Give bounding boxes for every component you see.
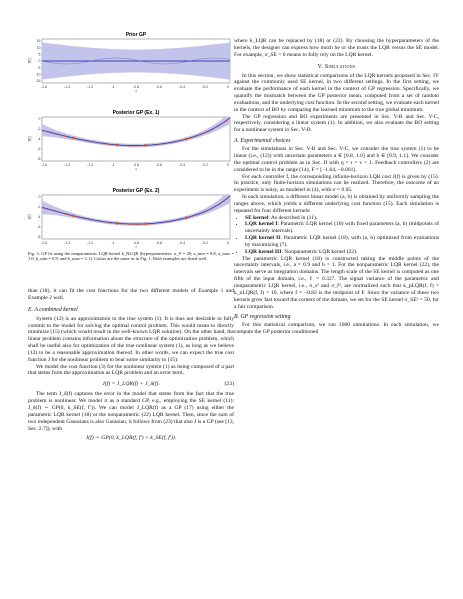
x-tick-label: -1.2 (86, 85, 94, 89)
x-tick-label: -0.4 (178, 241, 186, 245)
subsection-heading-e: E. A combined kernel (28, 306, 78, 313)
y-tick-label: -8 (37, 157, 41, 162)
y-tick-label: -2 (37, 205, 41, 210)
x-tick-label: -0.4 (178, 163, 186, 167)
x-tick-label: 0 (227, 163, 229, 167)
x-tick-label: -1.4 (63, 85, 71, 89)
x-tick-label: -0.4 (178, 85, 186, 89)
figure-3-caption: Fig. 3. GP fit using the nonparametric LQR kernel k_NLQR (hyperparameters: σ_f² = 20, a_min = 0.8, a_max = 1.0, b_min = 0.9, and b_max = 1.1). Colors are the same as in Fig. 1. Both examples are fitted well. (28, 251, 234, 262)
list-item: • SE kernel: As described in (11). (245, 215, 439, 222)
y-tick-label: 0 (38, 195, 41, 200)
y-tick-label: -2 (37, 127, 41, 132)
y-tick-label: -15 (35, 79, 41, 84)
y-tick-label: -4 (37, 215, 41, 220)
x-axis-label: f (135, 167, 137, 172)
evaluation-point (116, 222, 119, 225)
evaluation-point (144, 223, 147, 226)
right-column (234, 38, 439, 336)
y-tick-label: 0 (38, 117, 41, 122)
y-axis-label: J(f) (27, 214, 32, 220)
x-tick-label: -0.6 (155, 241, 163, 245)
evaluation-point (72, 214, 75, 217)
kernel-list (234, 215, 439, 256)
y-tick-label: 15 (36, 39, 41, 44)
figure-3-plots (28, 30, 234, 270)
paragraph: The parametric LQR kernel (18) is constructed taking the middle points of the uncertainty intervals, i.e., a = 0.9 and b = 1. For the nonparametric LQR kernel (22), the intervals serve as integration domains. The length scale of the SE kernel is computed as one fifth of the input domain, i.e., ℓ = 0.327. The signal variance of the parametric and nonparametric LQR kernel, i.e., σ_s² and σ_f², are normalized such that k_pLQR(f, f) = k_nLQR(f, f) = 10, where f = −0.82 is the midpoint of F. Since the variance of these two kernels grow fast toward the corners of the domain, we set for the SE kernel σ_SE² = 50, for a fair comparison. (234, 255, 439, 310)
figure-3 (28, 0, 234, 290)
paragraph: For the simulations in Sec. V-B and Sec. V-C, we consider the true system (1) to be linear (i.e., (12)) with uncertain parameters a ∈ [0.8, 1.0] and b ∈ [0.9, 1.1]. We consider the optimal control problem as in Sec. II with q = r = v = 1. Feedback controllers (2) are considered to be in the range (14), F = [−1.64, −0.001]. (234, 146, 439, 173)
x-tick-label: -1.4 (63, 241, 71, 245)
equation-23 (28, 381, 234, 387)
y-tick-label: -6 (37, 147, 41, 152)
evaluation-point (116, 144, 119, 147)
x-tick-label: -0.8 (132, 163, 140, 167)
list-item: • LQR kernel I: Parametric LQR kernel (18) with fixed parameters (a, b) (midpoints of uncertainty intervals). (245, 221, 439, 235)
y-tick-label: -10 (35, 72, 41, 77)
y-tick-label: -4 (37, 137, 41, 142)
subsection-heading-a: A. Experimental choices (234, 138, 291, 145)
x-tick-label: -1 (111, 241, 115, 245)
x-axis-label: f (135, 245, 137, 250)
plot-title: Posterior GP (Ex. 1) (112, 110, 160, 116)
x-tick-label: -1.2 (86, 241, 94, 245)
paragraph: where k_LQR can be replaced by (18) or (22). By choosing the hyperparameters of the kernels, the designer can express how much he or she trusts the LQR versus the SE model. For example, σ_SE = 0 means to fully rely on the LQR kernel. (234, 38, 439, 58)
plot-title: Posterior GP (Ex. 2) (112, 188, 160, 194)
x-tick-label: 0 (227, 85, 229, 89)
plot-title: Prior GP (125, 32, 147, 38)
y-tick-label: 5 (38, 52, 41, 57)
x-tick-label: -1 (111, 85, 115, 89)
evaluation-point (144, 144, 147, 147)
list-item: • LQR kernel II: Parametric LQR kernel (18), with (a, b) optimized from evaluations by maximizing (7). (245, 235, 439, 249)
y-tick-label: -6 (37, 225, 41, 230)
x-tick-label: -0.6 (155, 163, 163, 167)
y-tick-label: -8 (37, 235, 41, 240)
y-tick-label: 0 (38, 59, 41, 64)
equation-23-body: J(f) = J_LQR(f) + J_δ(f). (102, 381, 160, 388)
evaluation-point (185, 138, 188, 141)
paragraph: In this section, we show statistical comparisons of the LQR kernels proposed in Sec. IV against the commonly used SE kernel, in two different settings. In the first setting, we evaluate the performance of each kernel in the context of GP regression. Specifically, we quantify the mismatch between the GP posterior mean, computed from a set of random evaluations, and the underlying cost function. In the second setting, we evaluate each kernel in the context of BO by comparing the learned minimum to the true global minimum. (234, 72, 439, 113)
y-tick-label: -5 (37, 65, 41, 70)
list-item: • LQR kernel III: Nonparametric LQR kernel (22). (245, 249, 439, 256)
subsection-heading-b: B. GP regression setting (234, 314, 291, 321)
paragraph: The term J_δ(f) captures the error in the model that stems from the fact that the true problem is nonlinear. We model it as a standard GP, e.g., employing the SE kernel (11): J_δ(f) ∼ GP(0, k_SE(f, f′)). We can model J_LQR(f) as a GP (17) using either the parametric LQR kernel (18) or the nonparametric (22) LQR kernel. Then, since the sum of two independent Gaussians is also Gaussian, it follows from (23) that also J is a GP (see [13, Sec. 2.7]), with (28, 391, 234, 432)
x-tick-label: -1.4 (63, 163, 71, 167)
x-tick-label: -1.6 (40, 163, 48, 167)
paragraph: The GP regression and BO experiments are presented in Sec. V-B and Sec. V-C, respectively, considering a linear system (1). In addition, we also evaluate the BO setting for a nonlinear system in Sec. V-D. (234, 113, 439, 134)
x-tick-label: -0.8 (132, 85, 140, 89)
equation-gp-sum (28, 435, 234, 441)
x-tick-label: -0.2 (201, 241, 209, 245)
paragraph: than (18), it can fit the cost functions for the two different models of Example 1 and Example 2 well. (28, 288, 234, 301)
x-tick-label: -0.2 (201, 163, 209, 167)
x-tick-label: -0.6 (155, 85, 163, 89)
x-tick-label: -0.8 (132, 241, 140, 245)
x-tick-label: -1.6 (40, 85, 48, 89)
evaluation-point (185, 216, 188, 219)
x-tick-label: -1.6 (40, 241, 48, 245)
paragraph: For each controller f, the corresponding infinite-horizon LQR cost J(f) is given by (15). In practice, only finite-horizon simulations can be realized. Therefore, the outcome of an experiment is noisy, as modeled in (4), with σ = 0.05. (234, 173, 439, 194)
x-tick-label: -1 (111, 163, 115, 167)
y-axis-label: J(f) (27, 58, 32, 64)
section-heading-simulations: V. Simulations (317, 63, 356, 70)
x-tick-label: -1.2 (86, 163, 94, 167)
paragraph: System (12) is an approximation to the true system (1). It is thus not desirable to fully commit to the model for solving the optimal control problem. This would mean to directly minimize (15) (which would result in the well-known LQR solution). On the other hand, the linear problem contains information about the structure of the optimization problem, which shall be useful also for optimization of the true nonlinear system (1), as long as we believe (12) to be a reasonable approximation thereof. In other words, we can expect the true cost function J for the nonlinear problem to bear some similarity to (15). (28, 315, 234, 363)
x-tick-label: 0 (227, 241, 229, 245)
equation-gp-sum-body: J(f) ∼ GP(0, k_LQR(f, f′) + k_SE(f, f′)). (85, 435, 177, 442)
paragraph: We model the cost function (3) for the nonlinear system (1) as being composed of a part that stems from the approximation as LQR problem and an error term, (28, 363, 234, 377)
paragraph: For this statistical comparison, we run 1000 simulations. In each simulation, we compute the GP posterior conditioned (234, 322, 439, 336)
evaluation-point (72, 137, 75, 140)
x-tick-label: -0.2 (201, 85, 209, 89)
y-axis-label: J(f) (27, 136, 32, 142)
y-tick-label: 10 (36, 45, 41, 50)
paragraph: In each simulation, a different linear model (a, b) is obtained by uniformly sampling the ranges above, which yields a different underlying cost function (15). Each simulation is repeated for four different kernels: (234, 194, 439, 214)
x-axis-label: f (135, 89, 137, 94)
equation-number: (23) (224, 381, 234, 388)
